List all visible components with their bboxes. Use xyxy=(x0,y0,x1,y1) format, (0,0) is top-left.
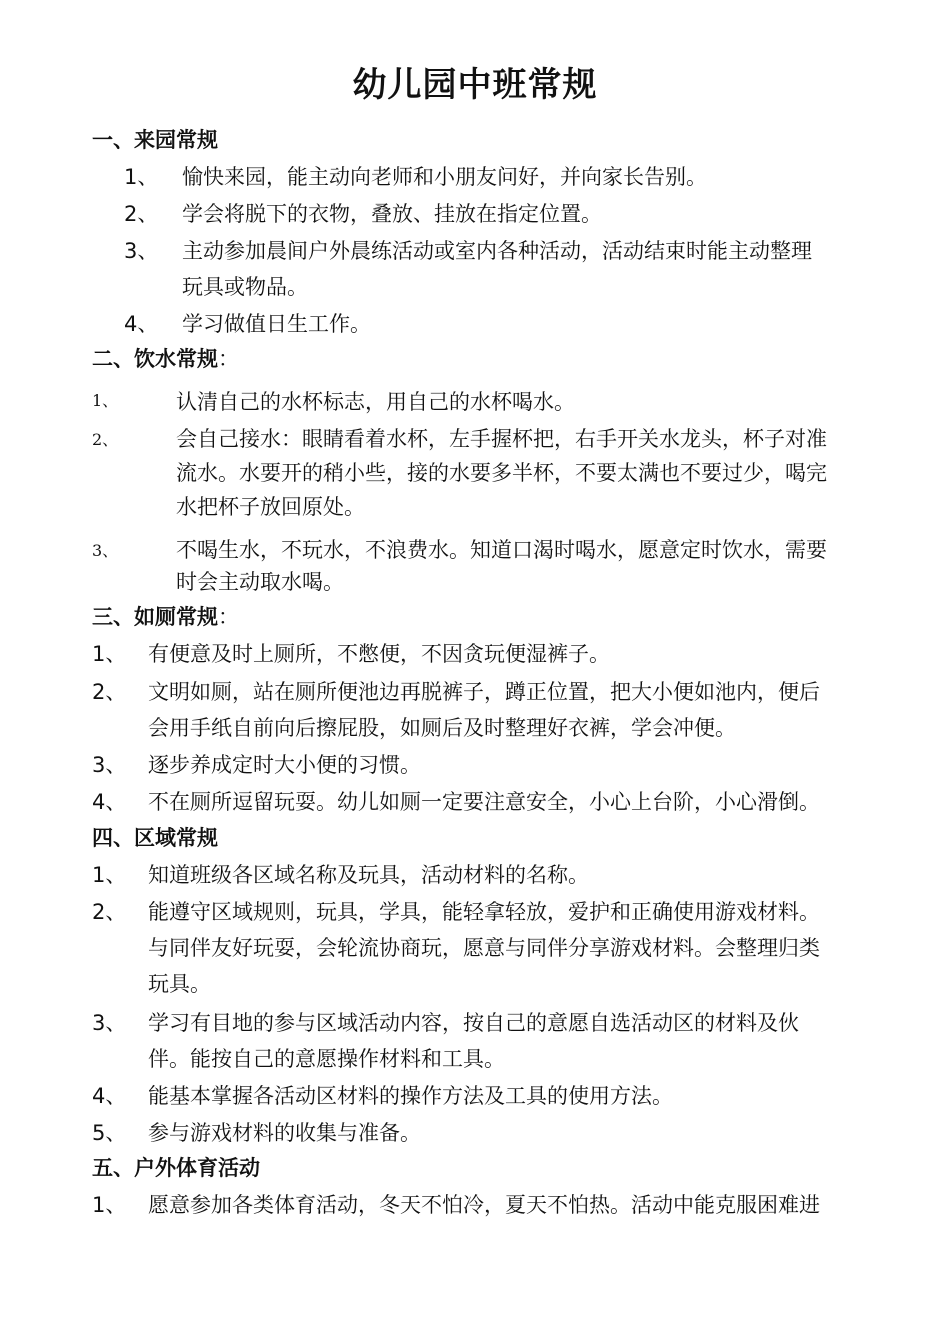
item-number: 3、 xyxy=(92,753,127,777)
item-text: 学习做值日生工作。 xyxy=(182,312,371,336)
item-number: 5、 xyxy=(92,1121,127,1145)
item-text: 学会将脱下的衣物，叠放、挂放在指定位置。 xyxy=(182,202,602,226)
item-text: 伴。能按自己的意愿操作材料和工具。 xyxy=(148,1047,505,1071)
item-text: 愉快来园，能主动向老师和小朋友问好，并向家长告别。 xyxy=(182,165,707,189)
section-heading-colon: ： xyxy=(218,347,239,371)
item-number: 2、 xyxy=(92,680,127,704)
item-text: 逐步养成定时大小便的习惯。 xyxy=(148,753,421,777)
section-heading-colon: ： xyxy=(218,605,239,629)
section-heading-text: 二、饮水常规 xyxy=(92,347,218,371)
item-text: 参与游戏材料的收集与准备。 xyxy=(148,1121,421,1145)
item-text: 认清自己的水杯标志，用自己的水杯喝水。 xyxy=(176,390,575,414)
section-heading-text: 三、如厕常规 xyxy=(92,605,218,629)
item-text: 水把杯子放回原处。 xyxy=(176,495,365,519)
item-text: 文明如厕，站在厕所便池边再脱裤子，蹲正位置，把大小便如池内，便后 xyxy=(148,680,820,704)
item-number: 2、 xyxy=(92,900,127,924)
item-text: 不喝生水，不玩水，不浪费水。知道口渴时喝水，愿意定时饮水，需要 xyxy=(176,538,827,562)
section-heading-drinking xyxy=(92,344,239,374)
section-heading-area: 四、区域常规 xyxy=(92,826,218,850)
item-text: 不在厕所逗留玩耍。幼儿如厕一定要注意安全，小心上台阶，小心滑倒。 xyxy=(148,790,820,814)
item-number: 3、 xyxy=(124,239,159,263)
item-number: 2、 xyxy=(124,202,159,226)
item-number: 1、 xyxy=(92,391,119,410)
item-text: 流水。水要开的稍小些，接的水要多半杯，不要太满也不要过少，喝完 xyxy=(176,461,827,485)
item-number: 2、 xyxy=(92,430,119,449)
item-text: 愿意参加各类体育活动，冬天不怕冷，夏天不怕热。活动中能克服困难进 xyxy=(148,1193,820,1217)
item-text: 能遵守区域规则，玩具，学具，能轻拿轻放，爱护和正确使用游戏材料。 xyxy=(148,900,820,924)
item-text: 会用手纸自前向后擦屁股，如厕后及时整理好衣裤，学会冲便。 xyxy=(148,716,736,740)
item-text: 知道班级各区域名称及玩具，活动材料的名称。 xyxy=(148,863,589,887)
item-text: 有便意及时上厕所，不憋便，不因贪玩便湿裤子。 xyxy=(148,642,610,666)
item-text: 玩具或物品。 xyxy=(182,275,308,299)
item-text: 能基本掌握各活动区材料的操作方法及工具的使用方法。 xyxy=(148,1084,673,1108)
section-heading-toilet xyxy=(92,602,239,632)
item-text: 主动参加晨间户外晨练活动或室内各种活动，活动结束时能主动整理 xyxy=(182,239,812,263)
item-number: 4、 xyxy=(92,1084,127,1108)
section-heading-outdoor: 五、户外体育活动 xyxy=(92,1156,260,1180)
item-number: 1、 xyxy=(124,165,159,189)
item-number: 3、 xyxy=(92,1011,127,1035)
item-number: 4、 xyxy=(92,790,127,814)
section-heading-arrival: 一、来园常规 xyxy=(92,128,218,152)
item-number: 1、 xyxy=(92,642,127,666)
item-text: 时会主动取水喝。 xyxy=(176,570,344,594)
item-number: 4、 xyxy=(124,312,159,336)
item-text: 学习有目地的参与区域活动内容，按自己的意愿自选活动区的材料及伙 xyxy=(148,1011,799,1035)
item-number: 1、 xyxy=(92,1193,127,1217)
item-number: 3、 xyxy=(92,541,119,560)
item-number: 1、 xyxy=(92,863,127,887)
document-title: 幼儿园中班常规 xyxy=(352,65,598,105)
item-text: 会自己接水：眼睛看着水杯，左手握杯把，右手开关水龙头，杯子对准 xyxy=(176,427,827,451)
item-text: 与同伴友好玩耍，会轮流协商玩，愿意与同伴分享游戏材料。会整理归类 xyxy=(148,936,820,960)
item-text: 玩具。 xyxy=(148,972,211,996)
